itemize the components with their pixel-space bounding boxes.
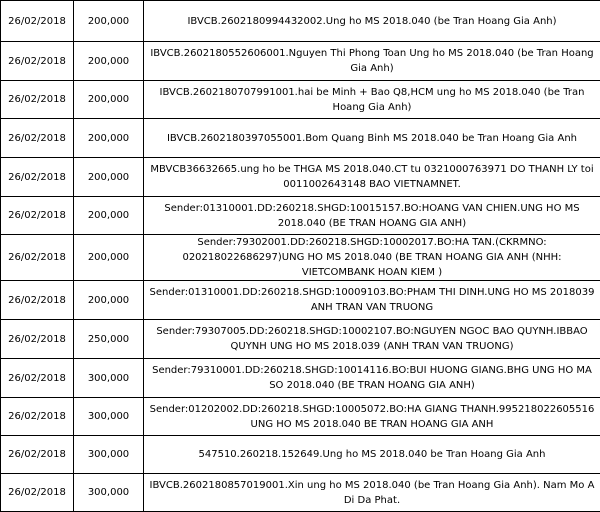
description-cell: IBVCB.2602180397055001.Bom Quang Binh MS 2018.040 be Tran Hoang Gia Anh — [144, 119, 600, 158]
date-cell: 26/02/2018 — [1, 474, 74, 512]
donations-table-body — [1, 1, 600, 512]
description-cell: IBVCB.2602180857019001.Xin ung ho MS 2018.040 (be Tran Hoang Gia Anh). Nam Mo A Di Da Phat. — [144, 474, 600, 512]
table-row — [1, 42, 600, 81]
date-cell: 26/02/2018 — [1, 158, 74, 197]
amount-cell: 300,000 — [74, 398, 144, 436]
amount-cell: 200,000 — [74, 119, 144, 158]
amount-cell: 200,000 — [74, 42, 144, 81]
date-cell: 26/02/2018 — [1, 320, 74, 359]
table-row — [1, 359, 600, 398]
description-cell: Sender:79310001.DD:260218.SHGD:10014116.BO:BUI HUONG GIANG.BHG UNG HO MA SO 2018.040 (BE TRAN HOANG GIA ANH) — [144, 359, 600, 398]
description-cell: MBVCB36632665.ung ho be THGA MS 2018.040.CT tu 0321000763971 DO THANH LY toi 0011002643148 BAO VIETNAMNET. — [144, 158, 600, 197]
amount-cell: 200,000 — [74, 158, 144, 197]
amount-cell: 200,000 — [74, 1, 144, 42]
amount-cell: 300,000 — [74, 436, 144, 474]
description-cell: IBVCB.2602180552606001.Nguyen Thi Phong Toan Ung ho MS 2018.040 (be Tran Hoang Gia Anh) — [144, 42, 600, 81]
description-cell: Sender:79302001.DD:260218.SHGD:10002017.BO:HA TAN.(CKRMNO: 020218022686297)UNG HO MS 2018.040 (BE TRAN HOANG GIA ANH (NHH: VIETCOMBANK HOAN KIEM ) — [144, 235, 600, 281]
table-row — [1, 320, 600, 359]
description-cell: Sender:01202002.DD:260218.SHGD:10005072.BO:HA GIANG THANH.995218022605516 UNG HO MS 2018.040 BE TRAN HOANG GIA ANH — [144, 398, 600, 436]
amount-cell: 200,000 — [74, 197, 144, 235]
date-cell: 26/02/2018 — [1, 197, 74, 235]
description-cell: Sender:01310001.DD:260218.SHGD:10015157.BO:HOANG VAN CHIEN.UNG HO MS 2018.040 (BE TRAN HOANG GIA ANH) — [144, 197, 600, 235]
date-cell: 26/02/2018 — [1, 436, 74, 474]
table-row — [1, 158, 600, 197]
description-cell: Sender:79307005.DD:260218.SHGD:10002107.BO:NGUYEN NGOC BAO QUYNH.IBBAO QUYNH UNG HO MS 2018.039 (ANH TRAN VAN TRUONG) — [144, 320, 600, 359]
table-row — [1, 474, 600, 512]
description-cell: 547510.260218.152649.Ung ho MS 2018.040 be Tran Hoang Gia Anh — [144, 436, 600, 474]
amount-cell: 300,000 — [74, 359, 144, 398]
table-row — [1, 436, 600, 474]
table-row — [1, 119, 600, 158]
amount-cell: 200,000 — [74, 235, 144, 281]
amount-cell: 200,000 — [74, 281, 144, 320]
date-cell: 26/02/2018 — [1, 398, 74, 436]
description-cell: IBVCB.2602180707991001.hai be Minh + Bao Q8,HCM ung ho MS 2018.040 (be Tran Hoang Gia Anh) — [144, 81, 600, 119]
date-cell: 26/02/2018 — [1, 1, 74, 42]
table-row — [1, 235, 600, 281]
date-cell: 26/02/2018 — [1, 81, 74, 119]
amount-cell: 250,000 — [74, 320, 144, 359]
date-cell: 26/02/2018 — [1, 119, 74, 158]
table-row — [1, 398, 600, 436]
date-cell: 26/02/2018 — [1, 42, 74, 81]
amount-cell: 200,000 — [74, 81, 144, 119]
table-row — [1, 1, 600, 42]
table-row — [1, 81, 600, 119]
date-cell: 26/02/2018 — [1, 235, 74, 281]
date-cell: 26/02/2018 — [1, 359, 74, 398]
description-cell: IBVCB.2602180994432002.Ung ho MS 2018.040 (be Tran Hoang Gia Anh) — [144, 1, 600, 42]
table-row — [1, 197, 600, 235]
amount-cell: 300,000 — [74, 474, 144, 512]
description-cell: Sender:01310001.DD:260218.SHGD:10009103.BO:PHAM THI DINH.UNG HO MS 2018039 ANH TRAN VAN TRUONG — [144, 281, 600, 320]
date-cell: 26/02/2018 — [1, 281, 74, 320]
table-row — [1, 281, 600, 320]
